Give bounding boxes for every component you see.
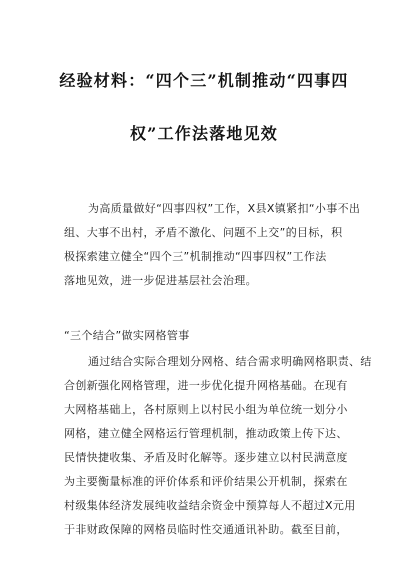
body-line-4: 网格，建立健全网格运行管理机制，推动政策上传下达、 xyxy=(64,427,348,440)
body-line-3: 大网格基础上，各村原则上以村民小组为单位统一划分小 xyxy=(64,403,348,416)
body-line-1: 通过结合实际合理划分网格、结合需求明确网格职责、结 xyxy=(88,355,372,368)
intro-line-2: 组、大事不出村，矛盾不激化、问题不上交”的目标，积 xyxy=(64,226,343,239)
intro-line-4: 落地见效，进一步促进基层社会治理。 xyxy=(64,274,257,287)
body-line-5: 民情快捷收集、矛盾及时化解等。逐步建立以村民满意度 xyxy=(64,451,348,464)
body-line-8: 于非财政保障的网格员临时性交通通讯补助。截至目前， xyxy=(64,523,348,536)
body-line-2: 合创新强化网格管理，进一步优化提升网格基础。在现有 xyxy=(64,379,348,392)
intro-line-1: 为高质量做好“四事四权”工作，X县X镇紧扣“小事不出 xyxy=(88,202,361,215)
document-title-line-1: 经验材料：“四个三”机制推动“四事四 xyxy=(59,71,349,90)
body-line-6: 为主要衡量标准的评价体系和评价结果公开机制，探索在 xyxy=(64,475,348,488)
body-line-7: 村级集体经济发展纯收益结余资金中预算每人不超过X元用 xyxy=(64,499,356,512)
intro-line-3: 极探索建立健全“四个三”机制推动“四事四权”工作法 xyxy=(64,250,327,263)
section-heading: “三个结合”做实网格管事 xyxy=(64,329,190,342)
document-title-line-2: 权”工作法落地见效 xyxy=(129,124,278,143)
